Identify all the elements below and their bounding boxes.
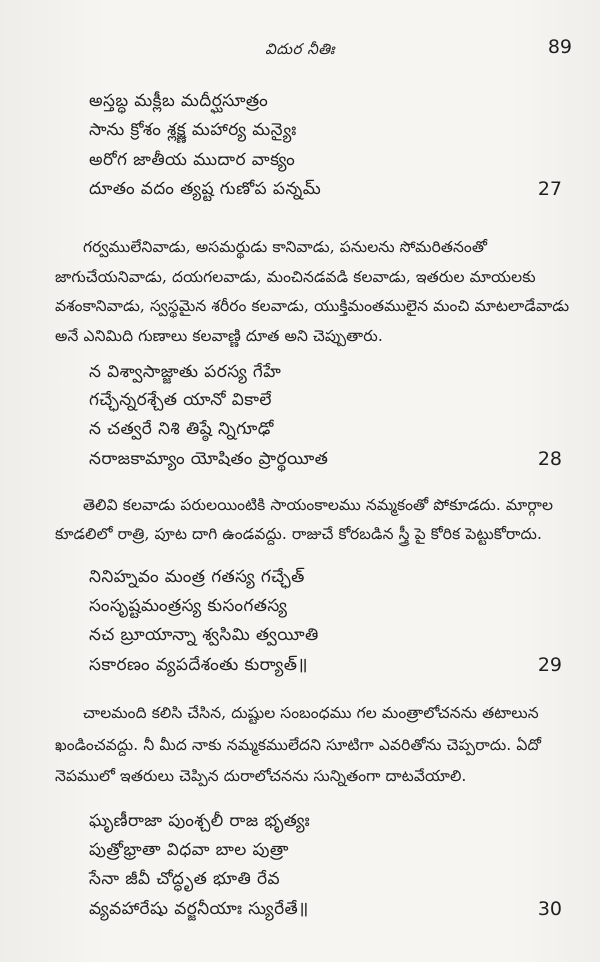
verse-line: పుత్రోభ్రాతా విధవా బాల పుత్రా bbox=[89, 840, 289, 860]
verse-number: 27 bbox=[537, 178, 562, 200]
verse-number: 29 bbox=[537, 654, 562, 676]
verse-line: నచ బ్రూయాన్నా శ్వసిమి త్వయీతి bbox=[89, 625, 319, 645]
verse-line: న చత్వరే నిశి తిష్ఠే న్నిగూఢో bbox=[89, 419, 274, 439]
verse-line: అరోగ జాతీయ ముదార వాక్యం bbox=[89, 150, 296, 170]
paragraph-line: ఖండించవద్దు. నీ మీద నాకు నమ్మకములేదని సూటిగా ఎవరితోను చెప్పరాదు. ఏదో bbox=[55, 736, 542, 754]
paragraph-line: అనే ఎనిమిది గుణాలు కలవాణ్ణి దూత అని చెప్పుతారు. bbox=[55, 327, 383, 345]
paragraph-line: జాగుచేయనివాడు, దయగలవాడు, మంచినడవడి కలవాడు, ఇతరుల మాయలకు bbox=[55, 268, 536, 286]
verse-line: న విశ్వాసాజ్జాతు పరస్య గేహే bbox=[89, 362, 282, 382]
verse-line: అస్తబ్ధ మక్లీబ మదీర్ఘసూత్రం bbox=[89, 91, 269, 111]
paragraph-line: గర్వములేనివాడు, అసమర్థుడు కానివాడు, పనులను సోమరితనంతో bbox=[83, 238, 488, 256]
paragraph-line: చాలమంది కలిసి చేసిన, దుష్టుల సంబంధము గల మంత్రాలోచనను తటాలున bbox=[83, 704, 539, 722]
paragraph-line: నెపములో ఇతరులు చెప్పిన దురాలోచనను సున్నితంగా దాటవేయాలి. bbox=[55, 767, 467, 785]
verse-number: 28 bbox=[537, 448, 562, 470]
verse-line: నరాజకామ్యాం యోషితం ప్రార్థయీత bbox=[89, 449, 329, 469]
verse-line: సంసృష్టమంత్రస్య కుసంగతస్య bbox=[89, 596, 288, 616]
verse-line: ఘృణీరాజా పుంశ్చలీ రాజ భృత్యః bbox=[89, 811, 311, 831]
verse-line: సాను క్రోశం శ్లక్ష్ణ మహార్య మన్యైః bbox=[89, 120, 297, 140]
verse-line: వ్యవహారేషు వర్జనీయాః స్యురేతే॥ bbox=[89, 899, 309, 919]
verse-line: సేనా జీవీ చోద్ధృత భూతి రేవ bbox=[89, 869, 280, 889]
running-header: విదుర నీతిః bbox=[265, 40, 335, 58]
verse-line: నినిహ్నవం మంత్ర గతస్య గచ్ఛేత్ bbox=[89, 567, 305, 587]
paragraph-line: కూడలిలో రాత్రి, పూట దాగి ఉండవద్దు. రాజుచే కోరబడిన స్త్రీ పై కోరిక పెట్టుకోరాదు. bbox=[55, 525, 542, 543]
paragraph-line: తెలివి కలవాడు పరులయింటికి సాయంకాలము నమ్మకంతో పోకూడదు. మార్గాల bbox=[83, 496, 554, 514]
verse-line: సకారణం వ్యపదేశంతు కుర్యాత్॥ bbox=[89, 655, 308, 675]
verse-line: దూతం వదం త్యష్ట గుణోప పన్నమ్ bbox=[89, 179, 322, 199]
page-number: 89 bbox=[547, 36, 572, 58]
paragraph-line: వశంకానివాడు, స్వస్థమైన శరీరం కలవాడు, యుక్తిమంతములైన మంచి మాటలాడేవాడు bbox=[55, 297, 570, 315]
verse-number: 30 bbox=[537, 898, 562, 920]
verse-line: గచ్ఛేన్నరశ్చేత యానో వికాలే bbox=[89, 390, 272, 410]
